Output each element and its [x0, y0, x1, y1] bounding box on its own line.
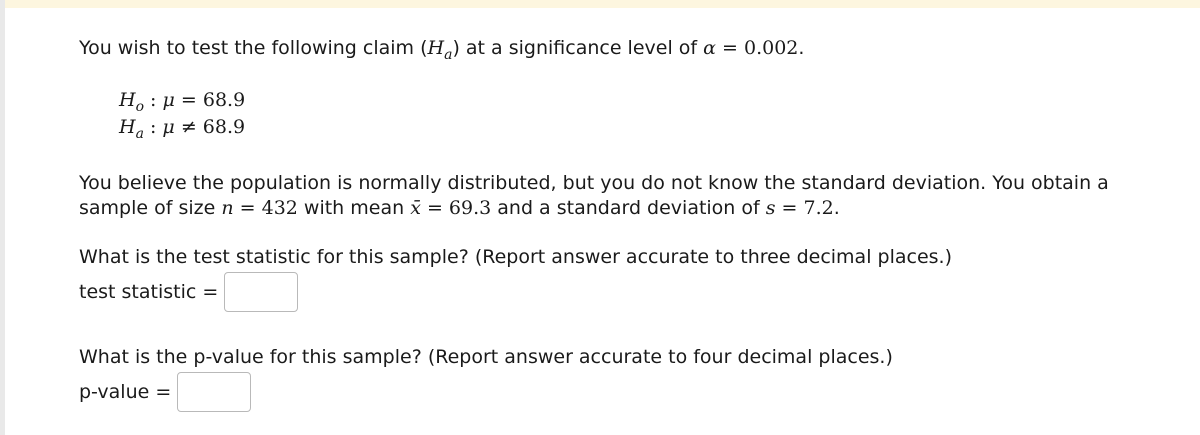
sample-text-1: You believe the population is normally distributed, but you do not know the standard deviation. You obtain a sample of size [79, 172, 1109, 219]
p-value-input[interactable] [177, 372, 251, 412]
n-equals: = [233, 197, 262, 219]
p-value-equals: = [155, 380, 172, 403]
null-operator: = [174, 89, 203, 111]
claim-var-sub: a [444, 47, 453, 63]
claim-period: . [798, 37, 805, 59]
test-statistic-input[interactable] [224, 272, 298, 312]
claim-equals: = [715, 37, 744, 59]
p-value-question: What is the p-value for this sample? (Report answer accurate to four decimal places.) [79, 346, 893, 368]
s-symbol: s [765, 197, 776, 219]
alpha-symbol: α [703, 37, 716, 59]
n-symbol: n [221, 197, 234, 219]
test-statistic-question: What is the test statistic for this sample? (Report answer accurate to three decimal places.) [79, 246, 952, 268]
alt-operator: ≠ [174, 116, 203, 138]
null-sub: o [135, 99, 145, 115]
alpha-value: 0.002 [743, 37, 799, 59]
null-hypothesis [119, 88, 245, 115]
alt-var: H [119, 116, 136, 138]
sample-description [79, 171, 1169, 221]
xbar-value: 69.3 [448, 197, 492, 219]
sample-text-3: and a standard deviation of [491, 197, 766, 219]
claim-text-mid: ) at a significance level of [452, 37, 704, 59]
null-value: 68.9 [202, 89, 246, 111]
left-border [0, 0, 5, 435]
s-equals: = [775, 197, 804, 219]
alt-value: 68.9 [202, 116, 246, 138]
alt-colon: : [143, 116, 163, 138]
xbar-symbol: x̄ [410, 197, 421, 219]
n-value: 432 [261, 197, 298, 219]
claim-statement [79, 36, 804, 63]
test-statistic-label: test statistic [79, 280, 197, 303]
test-statistic-row [79, 272, 298, 312]
test-statistic-equals: = [202, 280, 219, 303]
xbar-equals: = [420, 197, 449, 219]
header-band [0, 0, 1200, 8]
claim-var: H [427, 37, 445, 59]
alt-mu: μ [162, 116, 175, 138]
alt-sub: a [135, 126, 144, 142]
sample-text-2: with mean [297, 197, 411, 219]
null-mu: μ [162, 89, 175, 111]
p-value-label: p-value [79, 380, 150, 403]
alt-hypothesis [119, 115, 245, 142]
claim-text-start: You wish to test the following claim ( [79, 37, 428, 59]
s-value: 7.2 [803, 197, 834, 219]
p-value-row [79, 372, 251, 412]
null-colon: : [144, 89, 163, 111]
sample-period: . [833, 197, 840, 219]
null-var: H [119, 89, 136, 111]
